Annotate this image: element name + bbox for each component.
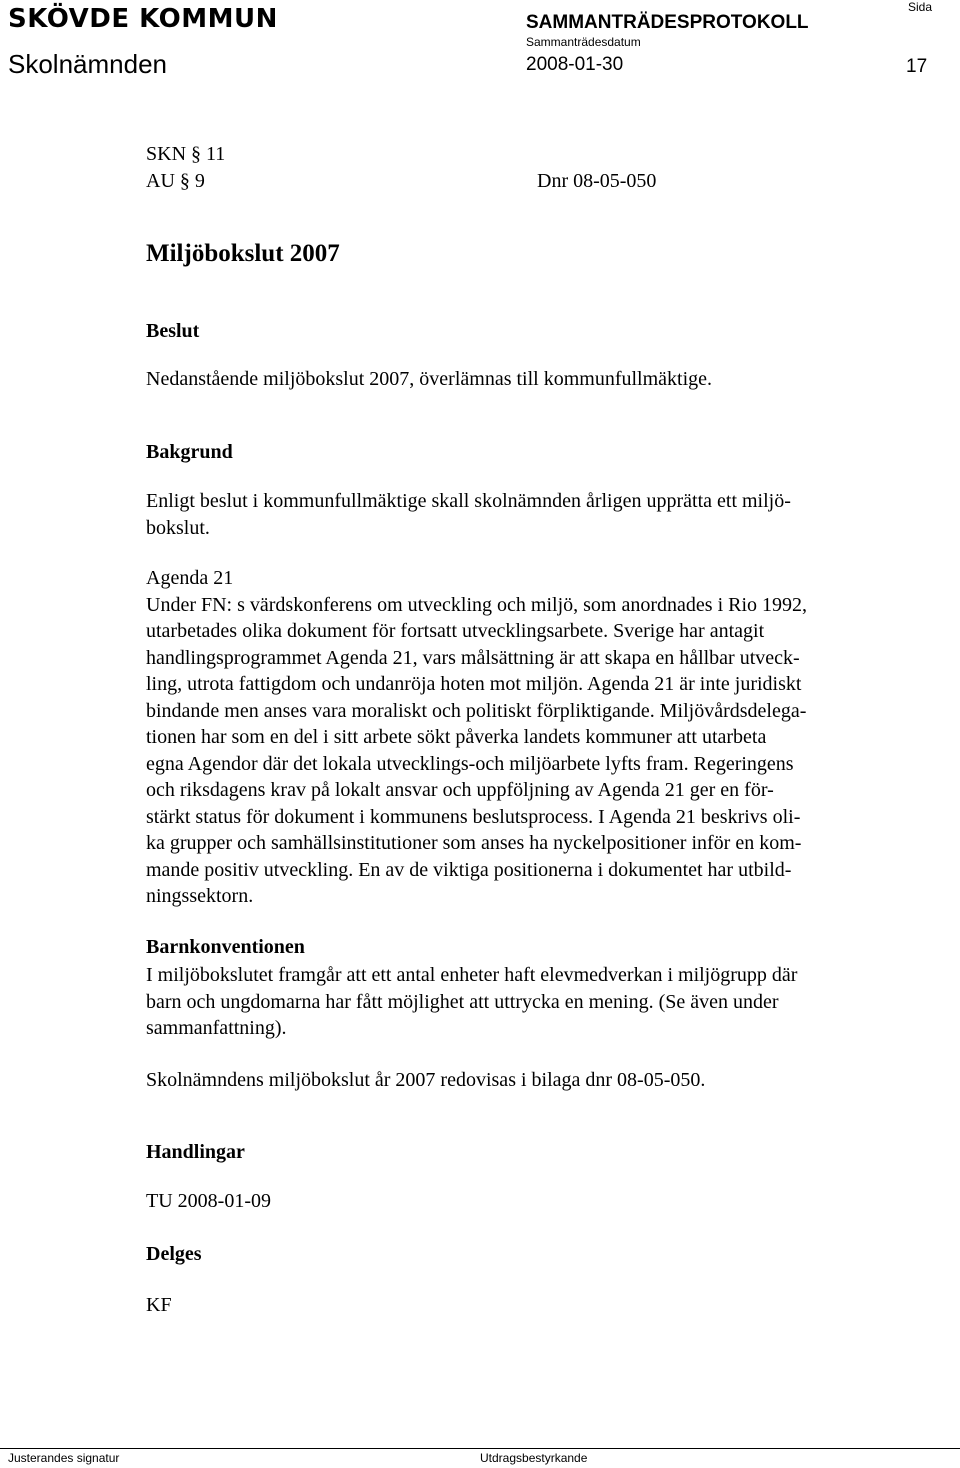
- paragraph-line: barn och ungdomarna har fått möjlighet att uttrycka en mening. (Se även under: [146, 990, 779, 1013]
- paragraph-line: egna Agendor där det lokala utvecklings-och miljöarbete lyfts fram. Regeringens: [146, 752, 794, 775]
- handlingar-heading: Handlingar: [146, 1141, 245, 1163]
- paragraph-line: I miljöbokslutet framgår att ett antal enheter haft elevmedverkan i miljögrupp där: [146, 964, 798, 986]
- page-label: Sida: [908, 0, 933, 14]
- bakgrund-paragraph: [146, 488, 910, 541]
- delges-heading: Delges: [146, 1243, 202, 1265]
- paragraph-line: ka grupper och samhällsinstitutioner som anses ha nyckelpositioner inför en kom-: [146, 832, 802, 854]
- beslut-heading: Beslut: [146, 320, 200, 342]
- skn-paragraph: SKN § 11: [146, 143, 226, 165]
- paragraph-line: ling, utrota fattigdom och undanröja hoten mot miljön. Agenda 21 är inte juridiskt: [146, 673, 802, 695]
- committee-name: Skolnämnden: [8, 49, 167, 79]
- meeting-date: 2008-01-30: [526, 54, 624, 75]
- certification-label: Utdragsbestyrkande: [480, 1451, 588, 1465]
- beslut-text: Nedanstående miljöbokslut 2007, överlämnas till kommunfullmäktige.: [146, 368, 713, 390]
- paragraph-line: och riksdagens krav på lokalt ansvar och uppföljning av Agenda 21 ger en för-: [146, 779, 774, 801]
- paragraph-line: stärkt status för dokument i kommunens beslutsprocess. I Agenda 21 beskrivs oli-: [146, 805, 801, 828]
- paragraph-line: bokslut.: [146, 516, 210, 539]
- barnkonventionen-heading: Barnkonventionen: [146, 936, 305, 958]
- paragraph-line: Under FN: s värdskonferens om utveckling och miljö, som anordnades i Rio 1992,: [146, 593, 808, 616]
- case-title: Miljöbokslut 2007: [146, 240, 340, 267]
- paragraph-line: utarbetades olika dokument för fortsatt utvecklingsarbete. Sverige har antagit: [146, 620, 765, 642]
- paragraph-line: bindande men anses vara moraliskt och politiskt förpliktigande. Miljövårdsdelega-: [146, 699, 807, 722]
- paragraph-line: Agenda 21: [146, 567, 234, 589]
- paragraph-line: tionen har som en del i sitt arbete sökt påverka landets kommuner att utarbeta: [146, 726, 767, 748]
- paragraph-line: sammanfattning).: [146, 1017, 287, 1039]
- bakgrund-heading: Bakgrund: [146, 441, 233, 463]
- handlingar-text: TU 2008-01-09: [146, 1190, 271, 1212]
- meeting-date-label: Sammanträdesdatum: [526, 35, 641, 49]
- protocol-title: SAMMANTRÄDESPROTOKOLL: [526, 12, 809, 33]
- barnkonventionen-paragraph: [146, 962, 910, 1042]
- paragraph-line: mande positiv utveckling. En av de viktiga positionerna i dokumentet har utbild-: [146, 858, 792, 881]
- paragraph-line: Enligt beslut i kommunfullmäktige skall skolnämnden årligen upprätta ett miljö-: [146, 490, 791, 512]
- au-paragraph: AU § 9: [146, 170, 205, 192]
- diary-number: Dnr 08-05-050: [537, 170, 657, 192]
- paragraph-line: handlingsprogrammet Agenda 21, vars målsättning är att skapa en hållbar utveck-: [146, 646, 800, 669]
- municipality-logo: SKÖVDE KOMMUN: [8, 4, 278, 34]
- page-number: 17: [906, 56, 928, 77]
- paragraph-line: ningssektorn.: [146, 885, 254, 907]
- footer-divider: [0, 1448, 960, 1449]
- bilaga-text: Skolnämndens miljöbokslut år 2007 redovisas i bilaga dnr 08-05-050.: [146, 1069, 706, 1091]
- signature-label: Justerandes signatur: [8, 1451, 120, 1465]
- delges-text: KF: [146, 1294, 172, 1316]
- agenda-paragraph: [146, 565, 910, 910]
